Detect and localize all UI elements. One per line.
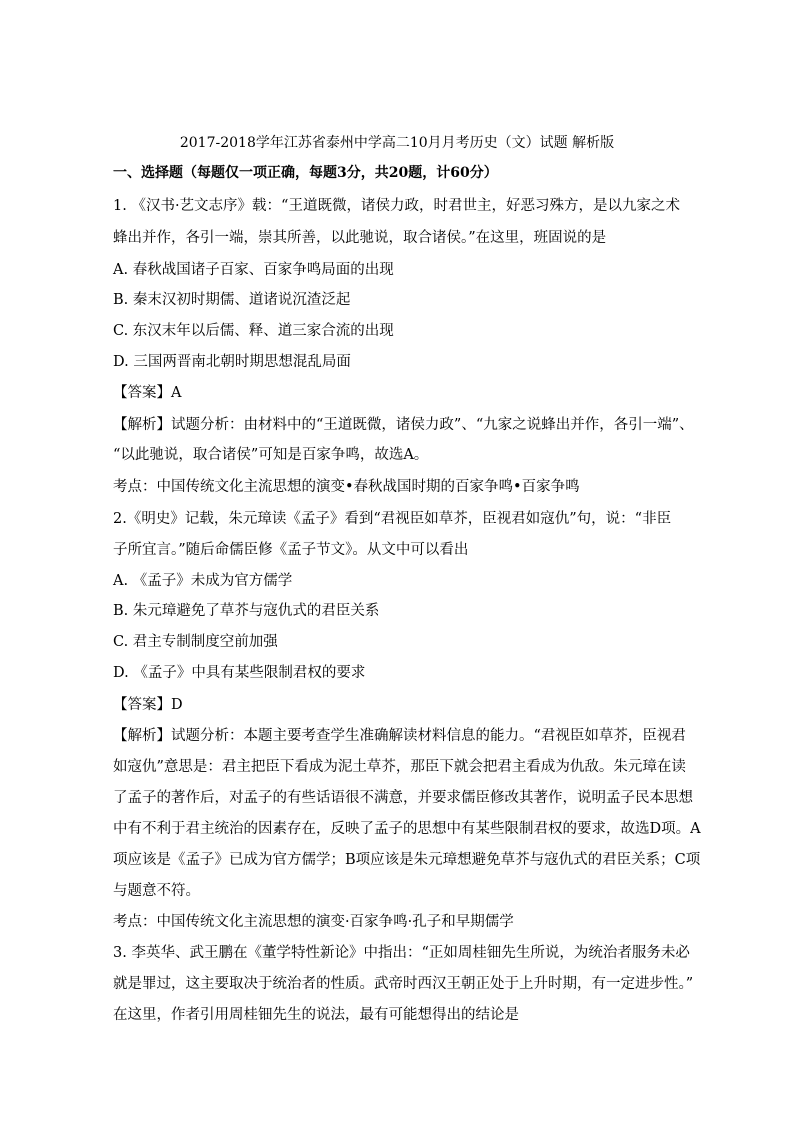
question-2-option-a: A. 《孟子》未成为官方儒学	[113, 573, 293, 589]
question-1-topic: 考点：中国传统文化主流思想的演变•春秋战国时期的百家争鸣•百家争鸣	[113, 479, 580, 495]
question-1-answer: 【答案】A	[113, 385, 182, 401]
question-2-analysis-line-3: 了孟子的著作后，对孟子的有些话语很不满意，并要求儒臣修改其著作，说明孟子民本思想	[113, 790, 693, 806]
document-title: 2017-2018学年江苏省泰州中学高二10月月考历史（文）试题 解析版	[179, 135, 615, 151]
question-2-option-c: C. 君主专制制度空前加强	[113, 634, 278, 650]
question-2-stem-line-2: 子所宜言。”随后命儒臣修《孟子节文》。从文中可以看出	[113, 542, 469, 558]
section-heading: 一、选择题（每题仅一项正确，每题3分，共20题，计60分）	[113, 165, 498, 181]
question-2-option-b: B. 朱元璋避免了草芥与寇仇式的君臣关系	[113, 603, 380, 619]
question-2-analysis-line-1: 【解析】试题分析：本题主要考查学生准确解读材料信息的能力。“君视臣如草芥，臣视君	[113, 728, 686, 744]
question-2-answer: 【答案】D	[113, 697, 183, 713]
question-3-stem-line-1: 3. 李英华、武王鹏在《董学特性新论》中指出：“正如周桂钿先生所说，为统治者服务未必	[113, 945, 690, 961]
question-2-topic: 考点：中国传统文化主流思想的演变·百家争鸣·孔子和早期儒学	[113, 914, 514, 930]
question-1-stem-line-2: 蜂出并作，各引一端，崇其所善，以此驰说，取合诸侯。”在这里，班固说的是	[113, 230, 607, 246]
question-2-analysis-line-4: 中有不利于君主统治的因素存在，反映了孟子的思想中有某些限制君权的要求，故选D项。A	[113, 821, 701, 837]
question-1-analysis-line-2: “以此驰说，取合诸侯”可知是百家争鸣，故选A。	[113, 447, 429, 463]
question-2-analysis-line-6: 与题意不符。	[113, 883, 200, 899]
question-2-option-d: D. 《孟子》中具有某些限制君权的要求	[113, 665, 366, 681]
question-1-analysis-line-1: 【解析】试题分析：由材料中的“王道既微，诸侯力政”、“九家之说蜂出并作，各引一端”、	[113, 417, 694, 433]
question-1-option-d: D. 三国两晋南北朝时期思想混乱局面	[113, 354, 351, 370]
question-1-option-c: C. 东汉末年以后儒、释、道三家合流的出现	[113, 323, 394, 339]
question-3-stem-line-2: 就是罪过，这主要取决于统治者的性质。武帝时西汉王朝正处于上升时期，有一定进步性。”	[113, 976, 694, 992]
question-2-analysis-line-2: 如寇仇”意思是：君主把臣下看成为泥土草芥，那臣下就会把君主看成为仇敌。朱元璋在读	[113, 759, 686, 775]
question-3-stem-line-3: 在这里，作者引用周桂钿先生的说法，最有可能想得出的结论是	[113, 1007, 519, 1023]
question-1-stem-line-1: 1. 《汉书·艺文志序》载：“王道既微，诸侯力政，时君世主，好恶习殊方，是以九家之术	[113, 198, 680, 214]
question-2-analysis-line-5: 项应该是《孟子》已成为官方儒学；B项应该是朱元璋想避免草芥与寇仇式的君臣关系；C项	[113, 852, 701, 868]
question-1-option-a: A. 春秋战国诸子百家、百家争鸣局面的出现	[113, 262, 394, 278]
question-2-stem-line-1: 2.《明史》记载，朱元璋读《孟子》看到“君视臣如草芥，臣视君如寇仇”句，说：“非臣	[113, 511, 672, 527]
question-1-option-b: B. 秦末汉初时期儒、道诸说沉渣泛起	[113, 292, 351, 308]
